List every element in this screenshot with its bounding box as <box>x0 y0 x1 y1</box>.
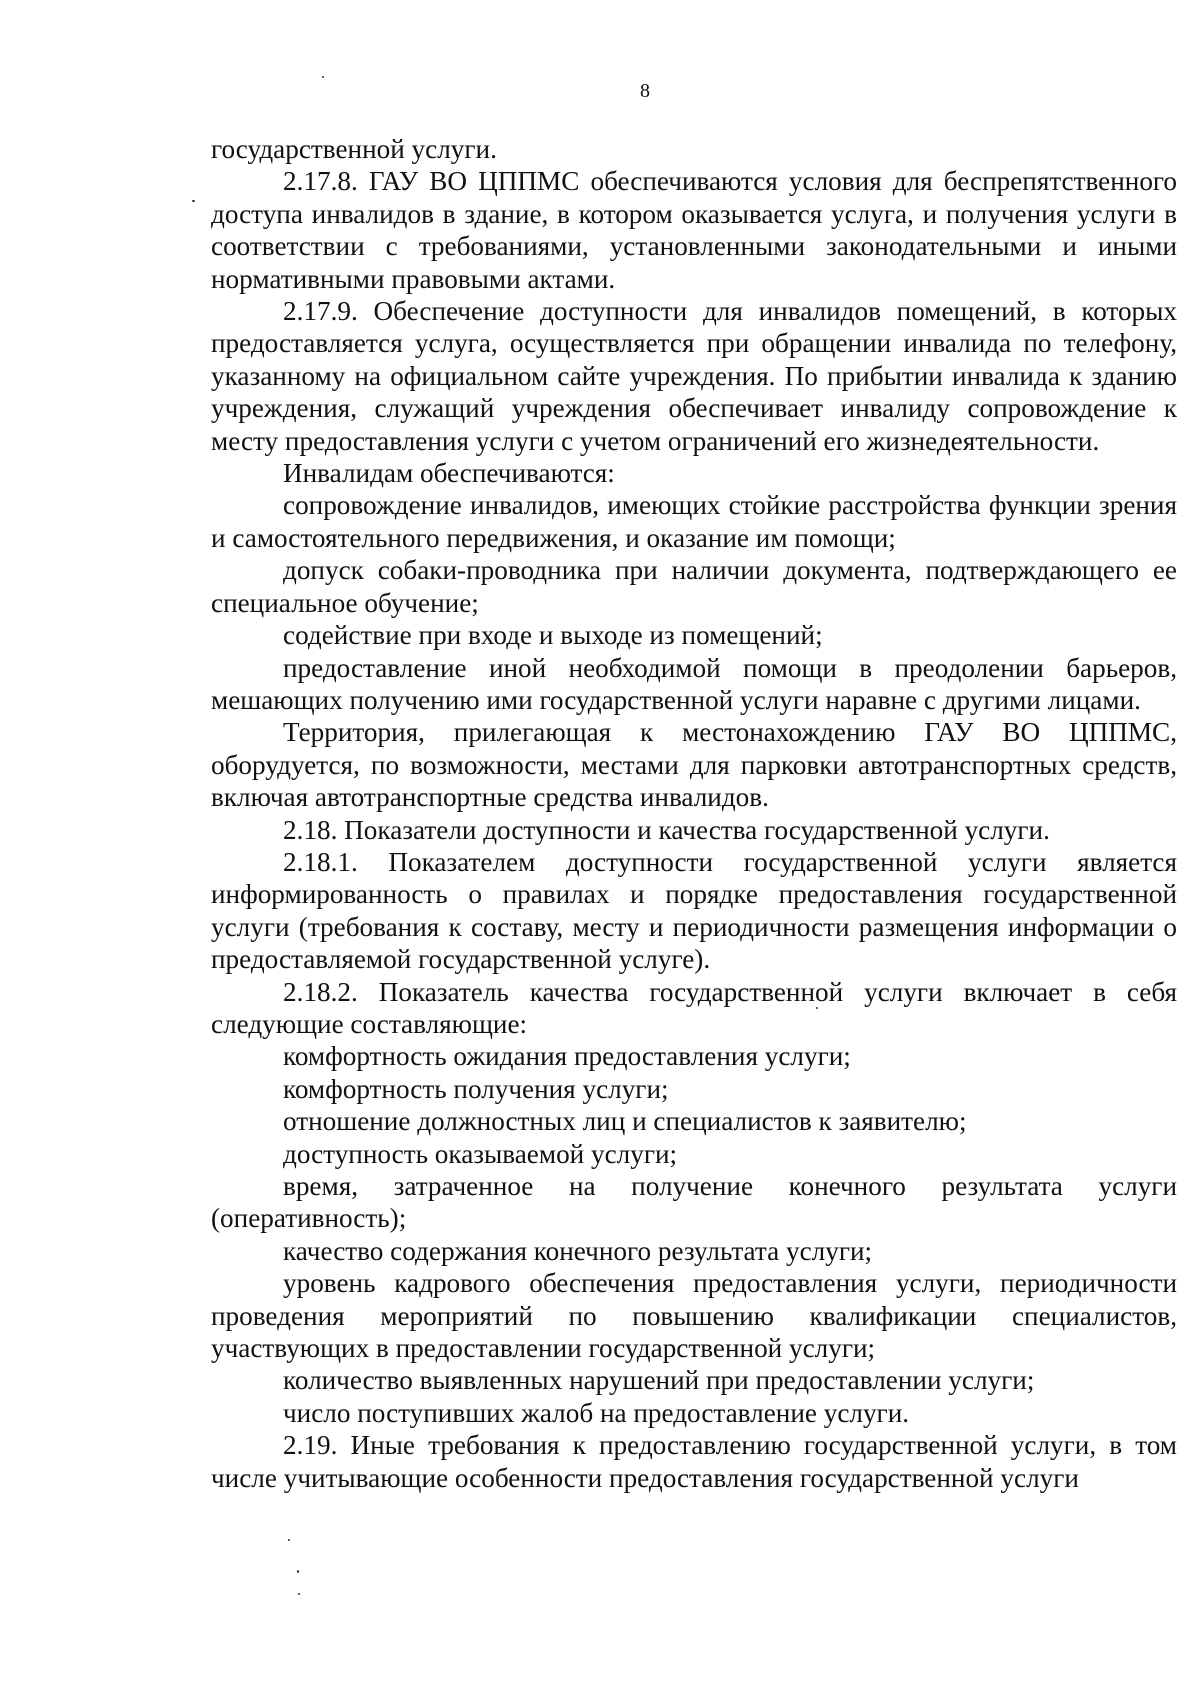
scan-speck <box>297 1570 299 1573</box>
body-text <box>211 133 1177 1494</box>
list-item: уровень кадрового обеспечения предоставления услуги, периодичности проведения мероприятий по повышению квалификации специалистов, участвующих в предоставлении государственной услуги; <box>211 1268 1177 1364</box>
paragraph: 2.17.9. Обеспечение доступности для инвалидов помещений, в которых предоставляется услуга, осуществляется при обращении инвалида по телефону, указанному на официальном сайте учреждения. По прибытии инвалида к зданию учреждения, служащий учреждения обеспечивает инвалиду сопровождение к месту предоставления услуги с учетом ограничений его жизнедеятельности. <box>211 296 1177 456</box>
scan-speck <box>298 1593 300 1595</box>
list-item: комфортность ожидания предоставления услуги; <box>283 1041 851 1072</box>
list-item: число поступивших жалоб на предоставление услуги. <box>283 1397 910 1428</box>
list-item: предоставление иной необходимой помощи в преодолении барьеров, мешающих получению ими государственной услуги наравне с другими лицами. <box>211 652 1177 715</box>
scan-speck <box>192 200 195 202</box>
scan-speck <box>322 76 324 78</box>
paragraph: государственной услуги. <box>211 134 497 164</box>
list-item: время, затраченное на получение конечного результата услуги (оперативность); <box>211 1171 1177 1234</box>
list-item: сопровождение инвалидов, имеющих стойкие расстройства функции зрения и самостоятельного передвижения, и оказание им помощи; <box>211 490 1177 553</box>
page-number: 8 <box>640 80 650 102</box>
list-item: содействие при входе и выходе из помещений; <box>283 620 823 651</box>
paragraph: Территория, прилегающая к местонахождению ГАУ ВО ЦППМС, оборудуется, по возможности, местами для парковки автотранспортных средств, включая автотранспортные средства инвалидов. <box>211 717 1177 813</box>
list-item: допуск собаки-проводника при наличии документа, подтверждающего ее специальное обучение; <box>211 555 1177 618</box>
paragraph: 2.18.1. Показателем доступности государственной услуги является информированность о правилах и порядке предоставления государственной услуги (требования к составу, месту и периодичности размещения информации о предоставляемой государственной услуге). <box>211 846 1177 975</box>
list-item: количество выявленных нарушений при предоставлении услуги; <box>283 1365 1035 1396</box>
scan-speck <box>816 1007 818 1009</box>
list-item: качество содержания конечного результата услуги; <box>283 1235 873 1266</box>
list-item: доступность оказываемой услуги; <box>283 1138 678 1169</box>
paragraph: 2.17.8. ГАУ ВО ЦППМС обеспечиваются условия для беспрепятственного доступа инвалидов в здание, в котором оказывается услуга, и получения услуги в соответствии с требованиями, установленными законодательными и иными нормативными правовыми актами. <box>211 166 1177 294</box>
scan-speck <box>288 1539 290 1541</box>
paragraph: 2.18.2. Показатель качества государственной услуги включает в себя следующие составляющие: <box>211 976 1177 1039</box>
paragraph: 2.19. Иные требования к предоставлению государственной услуги, в том числе учитывающие особенности предоставления государственной услуги <box>211 1430 1177 1493</box>
section-heading: 2.18. Показатели доступности и качества государственной услуги. <box>283 814 1050 845</box>
list-item: отношение должностных лиц и специалистов к заявителю; <box>283 1106 967 1137</box>
paragraph: Инвалидам обеспечиваются: <box>283 458 615 489</box>
list-item: комфортность получения услуги; <box>283 1073 669 1104</box>
